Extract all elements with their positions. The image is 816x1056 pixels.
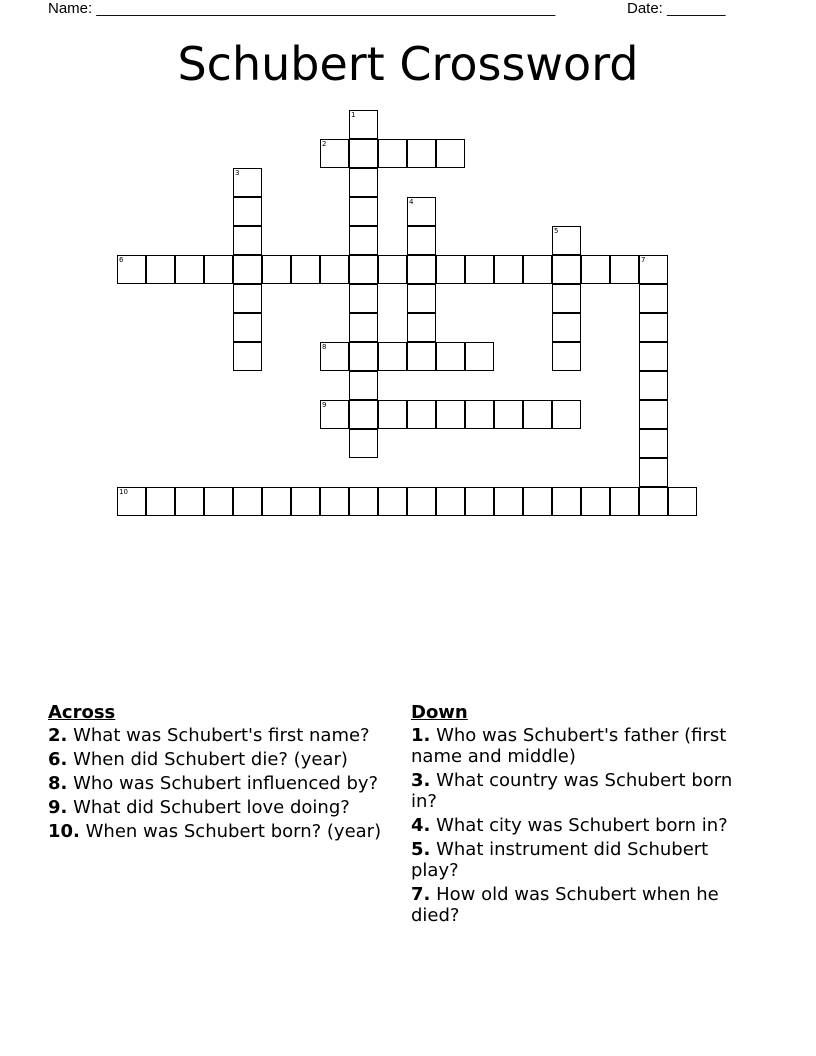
grid-cell[interactable]	[523, 255, 552, 284]
grid-cell[interactable]	[233, 313, 262, 342]
cell-number: 3	[235, 169, 240, 177]
cell-number: 9	[322, 401, 327, 409]
grid-cell[interactable]	[436, 342, 465, 371]
across-clues	[48, 702, 388, 845]
clue-text: When did Schubert die? (year)	[67, 749, 348, 770]
grid-cell[interactable]	[552, 313, 581, 342]
across-clue	[48, 821, 388, 842]
grid-cell[interactable]	[146, 487, 175, 516]
grid-cell[interactable]	[610, 487, 639, 516]
grid-cell[interactable]	[407, 487, 436, 516]
down-clue	[411, 884, 756, 926]
clue-number: 7.	[411, 884, 431, 905]
down-clues	[411, 702, 756, 929]
grid-cell[interactable]	[117, 487, 146, 516]
grid-cell[interactable]	[639, 487, 668, 516]
grid-cell[interactable]	[494, 400, 523, 429]
grid-cell[interactable]	[436, 255, 465, 284]
grid-cell[interactable]	[378, 487, 407, 516]
grid-cell[interactable]	[291, 255, 320, 284]
grid-cell[interactable]	[407, 284, 436, 313]
cell-number: 7	[641, 256, 646, 264]
grid-cell[interactable]	[146, 255, 175, 284]
clue-number: 2.	[48, 725, 68, 746]
grid-cell[interactable]	[407, 197, 436, 226]
name-field-label[interactable]: Name: _______________________________________________________	[48, 0, 556, 17]
grid-cell[interactable]	[320, 400, 349, 429]
grid-cell[interactable]	[349, 429, 378, 458]
grid-cell[interactable]	[262, 255, 291, 284]
down-clue	[411, 815, 756, 836]
grid-cell[interactable]	[639, 342, 668, 371]
grid-cell[interactable]	[465, 487, 494, 516]
clue-text: What did Schubert love doing?	[67, 797, 350, 818]
grid-cell[interactable]	[349, 255, 378, 284]
clue-number: 5.	[411, 839, 431, 860]
grid-cell[interactable]	[233, 255, 262, 284]
grid-cell[interactable]	[233, 284, 262, 313]
grid-cell[interactable]	[407, 313, 436, 342]
clue-number: 8.	[48, 773, 68, 794]
grid-cell[interactable]	[349, 226, 378, 255]
across-clue	[48, 725, 388, 746]
clue-number: 4.	[411, 815, 431, 836]
grid-cell[interactable]	[668, 487, 697, 516]
grid-cell[interactable]	[465, 255, 494, 284]
grid-cell[interactable]	[436, 487, 465, 516]
grid-cell[interactable]	[349, 110, 378, 139]
clue-number: 3.	[411, 770, 431, 791]
grid-cell[interactable]	[552, 487, 581, 516]
cell-number: 4	[409, 198, 414, 206]
grid-cell[interactable]	[552, 226, 581, 255]
date-field-label[interactable]: Date: _______	[627, 0, 726, 17]
clue-number: 6.	[48, 749, 68, 770]
grid-cell[interactable]	[552, 342, 581, 371]
grid-cell[interactable]	[320, 342, 349, 371]
grid-cell[interactable]	[494, 255, 523, 284]
clue-text: When was Schubert born? (year)	[79, 821, 382, 842]
down-heading: Down	[411, 702, 468, 723]
grid-cell[interactable]	[378, 400, 407, 429]
clue-number: 1.	[411, 725, 431, 746]
clue-text: Who was Schubert influenced by?	[67, 773, 379, 794]
across-clue	[48, 749, 388, 770]
grid-cell[interactable]	[204, 487, 233, 516]
clue-text: What instrument did Schubert play?	[411, 839, 709, 881]
grid-cell[interactable]	[349, 168, 378, 197]
clue-number: 9.	[48, 797, 68, 818]
grid-cell[interactable]	[320, 255, 349, 284]
grid-cell[interactable]	[639, 313, 668, 342]
grid-cell[interactable]	[552, 400, 581, 429]
grid-cell[interactable]	[233, 342, 262, 371]
clue-text: What city was Schubert born in?	[430, 815, 728, 836]
grid-cell[interactable]	[407, 226, 436, 255]
grid-cell[interactable]	[465, 400, 494, 429]
grid-cell[interactable]	[436, 139, 465, 168]
grid-cell[interactable]	[639, 371, 668, 400]
grid-cell[interactable]	[117, 255, 146, 284]
grid-cell[interactable]	[407, 139, 436, 168]
down-clue	[411, 770, 756, 812]
grid-cell[interactable]	[320, 487, 349, 516]
cell-number: 5	[554, 227, 559, 235]
grid-cell[interactable]	[291, 487, 320, 516]
clue-number: 10.	[48, 821, 80, 842]
grid-cell[interactable]	[233, 168, 262, 197]
grid-cell[interactable]	[523, 400, 552, 429]
grid-cell[interactable]	[639, 284, 668, 313]
grid-cell[interactable]	[233, 197, 262, 226]
grid-cell[interactable]	[175, 255, 204, 284]
across-heading: Across	[48, 702, 116, 723]
grid-cell[interactable]	[523, 487, 552, 516]
grid-cell[interactable]	[494, 487, 523, 516]
grid-cell[interactable]	[175, 487, 204, 516]
grid-cell[interactable]	[378, 139, 407, 168]
grid-cell[interactable]	[581, 487, 610, 516]
grid-cell[interactable]	[552, 284, 581, 313]
grid-cell[interactable]	[233, 487, 262, 516]
cell-number: 2	[322, 140, 327, 148]
grid-cell[interactable]	[407, 400, 436, 429]
grid-cell[interactable]	[639, 400, 668, 429]
down-clue	[411, 839, 756, 881]
grid-cell[interactable]	[639, 458, 668, 487]
grid-cell[interactable]	[349, 371, 378, 400]
clue-text: What country was Schubert born in?	[411, 770, 733, 812]
across-clue	[48, 773, 388, 794]
clue-text: What was Schubert's first name?	[67, 725, 370, 746]
page-title: Schubert Crossword	[177, 37, 639, 91]
grid-cell[interactable]	[349, 400, 378, 429]
grid-cell[interactable]	[639, 255, 668, 284]
grid-cell[interactable]	[378, 342, 407, 371]
grid-cell[interactable]	[320, 139, 349, 168]
cell-number: 8	[322, 343, 327, 351]
grid-cell[interactable]	[610, 255, 639, 284]
across-clue	[48, 797, 388, 818]
grid-cell[interactable]	[262, 487, 291, 516]
grid-cell[interactable]	[349, 313, 378, 342]
grid-cell[interactable]	[639, 429, 668, 458]
grid-cell[interactable]	[349, 139, 378, 168]
down-clue	[411, 725, 756, 767]
grid-cell[interactable]	[378, 255, 407, 284]
grid-cell[interactable]	[465, 342, 494, 371]
grid-cell[interactable]	[233, 226, 262, 255]
cell-number: 6	[119, 256, 124, 264]
grid-cell[interactable]	[581, 255, 610, 284]
grid-cell[interactable]	[407, 255, 436, 284]
grid-cell[interactable]	[349, 487, 378, 516]
clue-text: Who was Schubert's father (first name and middle)	[411, 725, 727, 767]
grid-cell[interactable]	[349, 284, 378, 313]
grid-cell[interactable]	[349, 197, 378, 226]
grid-cell[interactable]	[204, 255, 233, 284]
grid-cell[interactable]	[349, 342, 378, 371]
grid-cell[interactable]	[552, 255, 581, 284]
cell-number: 1	[351, 111, 356, 119]
grid-cell[interactable]	[436, 400, 465, 429]
grid-cell[interactable]	[407, 342, 436, 371]
clue-text: How old was Schubert when he died?	[411, 884, 719, 926]
cell-number: 10	[119, 488, 128, 496]
